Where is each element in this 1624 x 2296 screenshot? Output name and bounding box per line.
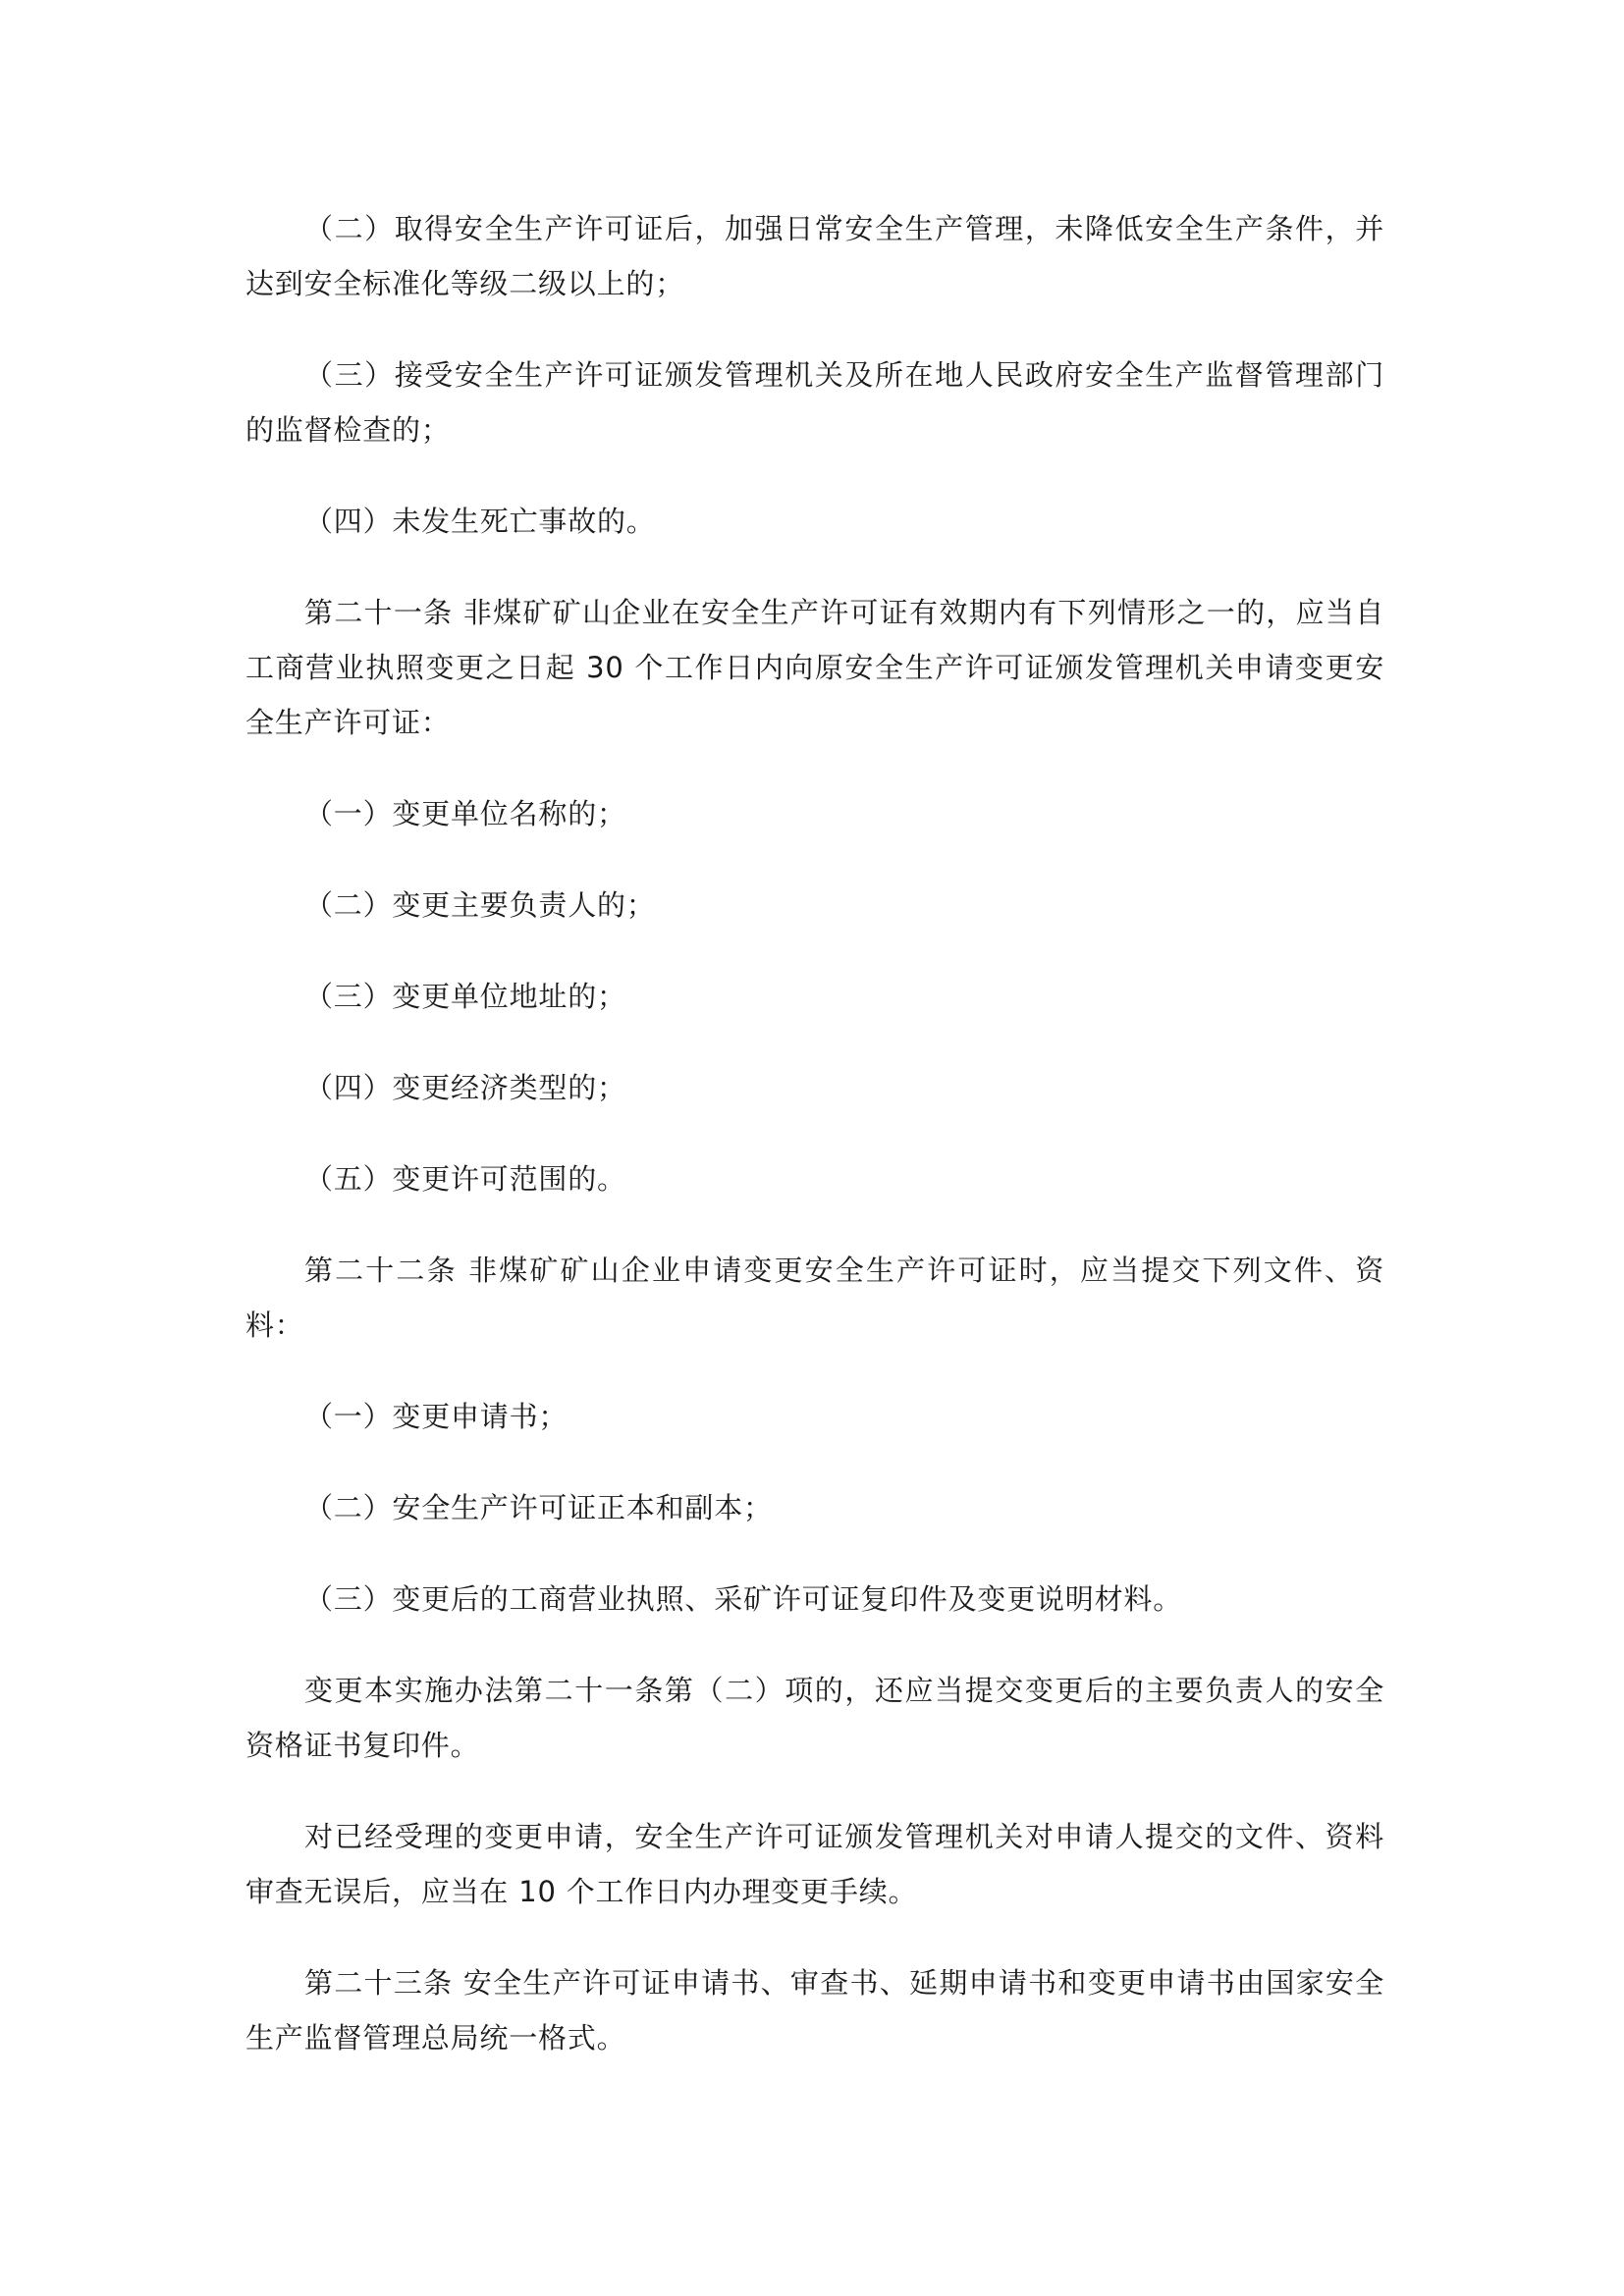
paragraph-article-21-item-4: （四）变更经济类型的； [304, 1071, 626, 1104]
paragraph-article-21-item-2: （二）变更主要负责人的； [304, 888, 656, 922]
paragraph-article-22-item-1: （一）变更申请书； [304, 1400, 568, 1433]
paragraph-article-22: 第二十二条 非煤矿矿山企业申请变更安全生产许可证时，应当提交下列文件、资料： [245, 1254, 1384, 1342]
paragraph-item-4-condition: （四）未发生死亡事故的。 [304, 505, 656, 538]
paragraph-article-22-note-2: 对已经受理的变更申请，安全生产许可证颁发管理机关对申请人提交的文件、资料审查无误后，应当在 10 个工作日内办理变更手续。 [245, 1820, 1384, 1908]
paragraph-article-21-item-1: （一）变更单位名称的； [304, 797, 626, 830]
paragraph-article-21-item-5: （五）变更许可范围的。 [304, 1162, 626, 1196]
paragraph-article-21-item-3: （三）变更单位地址的； [304, 980, 626, 1013]
paragraph-article-23: 第二十三条 安全生产许可证申请书、审查书、延期申请书和变更申请书由国家安全生产监督管理总局统一格式。 [245, 1966, 1384, 2055]
paragraph-item-2-condition: （二）取得安全生产许可证后，加强日常安全生产管理，未降低安全生产条件，并达到安全标准化等级二级以上的； [245, 212, 1384, 300]
paragraph-article-22-item-3: （三）变更后的工商营业执照、采矿许可证复印件及变更说明材料。 [304, 1582, 1183, 1616]
paragraph-article-22-item-2: （二）安全生产许可证正本和副本； [304, 1491, 773, 1524]
paragraph-article-22-note-1: 变更本实施办法第二十一条第（二）项的，还应当提交变更后的主要负责人的安全资格证书复印件。 [245, 1674, 1384, 1762]
paragraph-item-3-condition: （三）接受安全生产许可证颁发管理机关及所在地人民政府安全生产监督管理部门的监督检查的； [245, 358, 1384, 447]
paragraph-article-21: 第二十一条 非煤矿矿山企业在安全生产许可证有效期内有下列情形之一的，应当自工商营业执照变更之日起 30 个工作日内向原安全生产许可证颁发管理机关申请变更安全生产许可证： [245, 596, 1384, 739]
